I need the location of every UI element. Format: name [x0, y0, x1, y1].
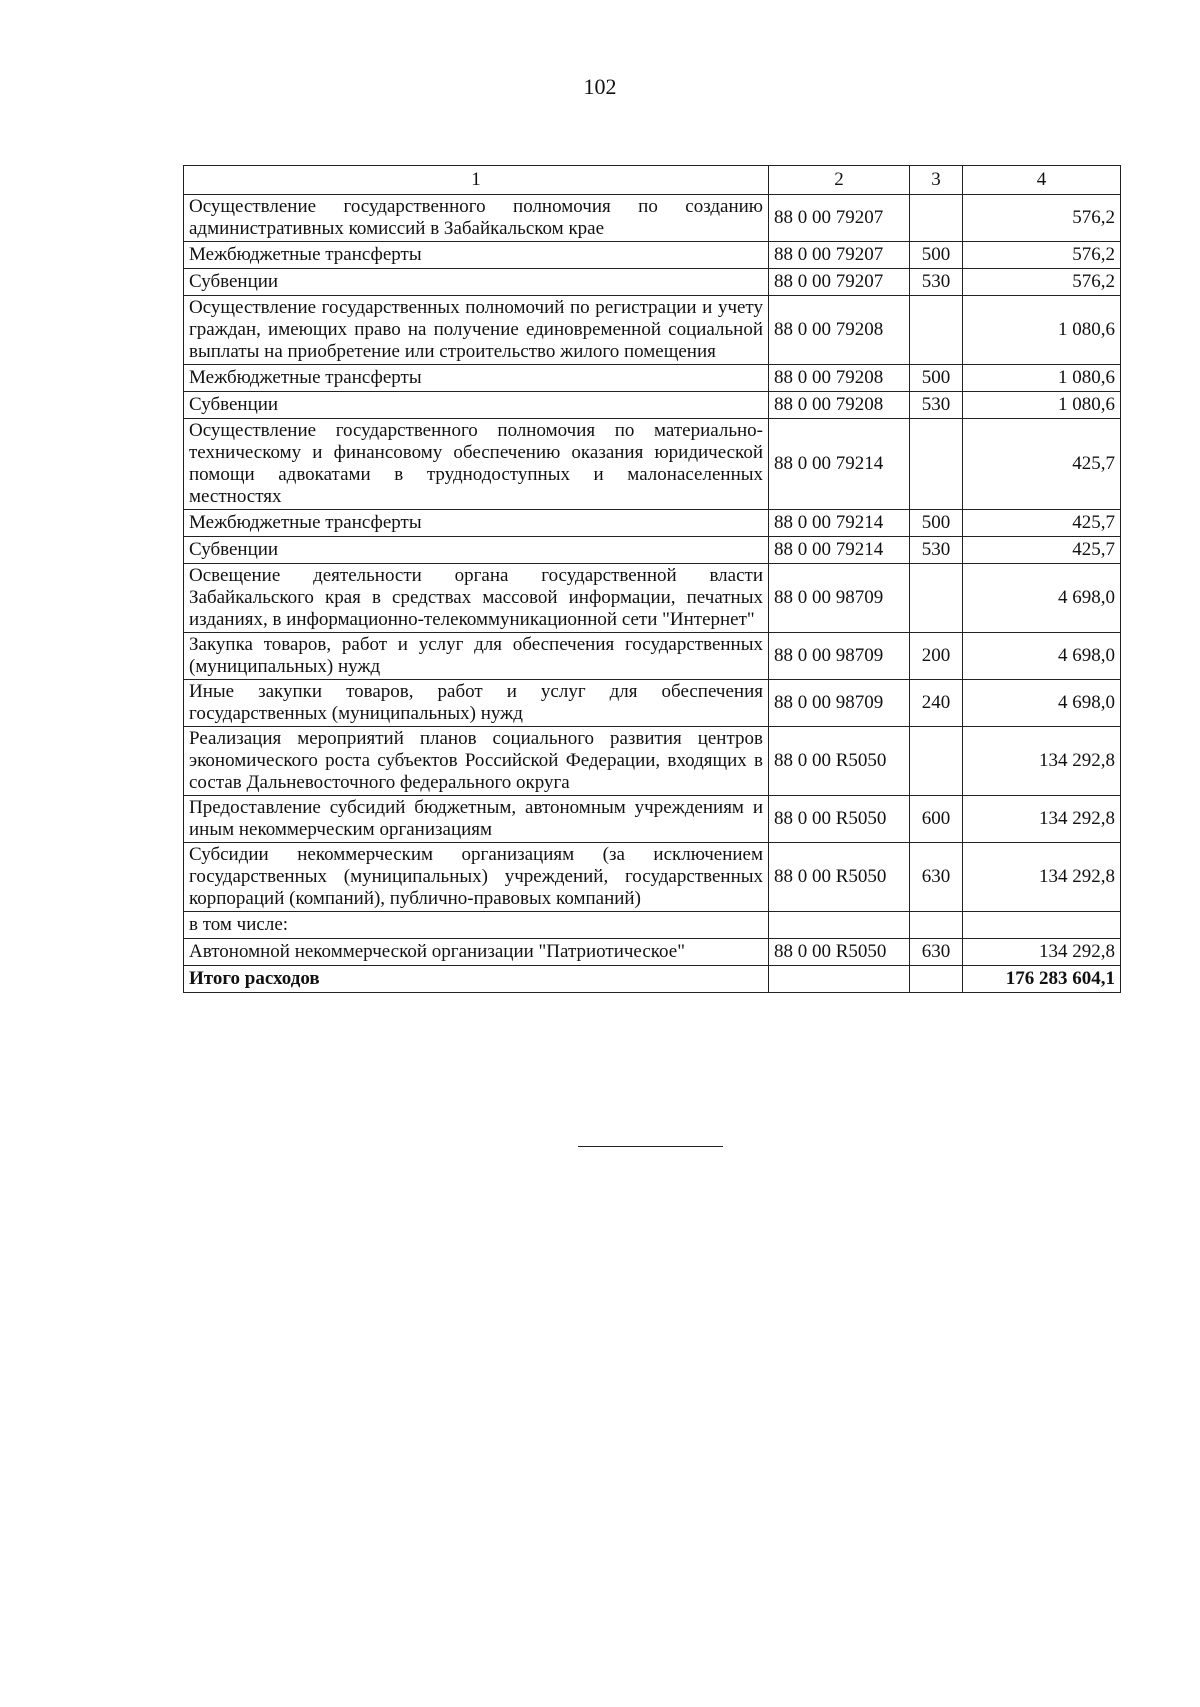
amount-cell: 134 292,8 — [963, 727, 1121, 796]
name-cell: Иные закупки товаров, работ и услуг для обеспечения государственных (муниципальных) нужд — [184, 680, 769, 727]
name-cell: Осуществление государственных полномочий по регистрации и учету граждан, имеющих право на получение единовременной социальной выплаты на приобретение или строительство жилого помещения — [184, 296, 769, 365]
table-row — [184, 365, 1121, 392]
name-cell: Предоставление субсидий бюджетным, автономным учреждениям и иным некоммерческим организациям — [184, 796, 769, 843]
column-header-4: 4 — [963, 166, 1121, 195]
name-cell: Субвенции — [184, 537, 769, 564]
amount-cell: 425,7 — [963, 537, 1121, 564]
table-row — [184, 680, 1121, 727]
amount-cell — [963, 912, 1121, 939]
code-cell: 88 0 00 79214 — [769, 419, 910, 510]
page-number: 102 — [583, 74, 617, 99]
amount-cell: 425,7 — [963, 419, 1121, 510]
code-cell: 88 0 00 98709 — [769, 680, 910, 727]
table-row — [184, 727, 1121, 796]
code-cell: 88 0 00 79208 — [769, 296, 910, 365]
code-cell — [769, 912, 910, 939]
amount-cell: 576,2 — [963, 195, 1121, 242]
type-cell: 500 — [910, 510, 963, 537]
name-cell: Осуществление государственного полномочия по материально-техническому и финансовому обеспечению оказания юридической помощи адвокатами в труднодоступных и малонаселенных местностях — [184, 419, 769, 510]
code-cell: 88 0 00 79214 — [769, 510, 910, 537]
code-cell: 88 0 00 R5050 — [769, 843, 910, 912]
amount-cell: 4 698,0 — [963, 680, 1121, 727]
total-code-cell — [769, 966, 910, 993]
name-cell: Реализация мероприятий планов социального развития центров экономического роста субъектов Российской Федерации, входящих в состав Дальневосточного федерального округа — [184, 727, 769, 796]
code-cell: 88 0 00 79208 — [769, 392, 910, 419]
table-row — [184, 242, 1121, 269]
type-cell — [910, 912, 963, 939]
code-cell: 88 0 00 79207 — [769, 242, 910, 269]
code-cell: 88 0 00 98709 — [769, 564, 910, 633]
table-row — [184, 510, 1121, 537]
name-cell: Межбюджетные трансферты — [184, 242, 769, 269]
amount-cell: 576,2 — [963, 242, 1121, 269]
type-cell: 600 — [910, 796, 963, 843]
table-row — [184, 633, 1121, 680]
expenditure-table — [183, 165, 1121, 993]
code-cell: 88 0 00 R5050 — [769, 939, 910, 966]
column-header-2: 2 — [769, 166, 910, 195]
type-cell — [910, 195, 963, 242]
amount-cell: 576,2 — [963, 269, 1121, 296]
name-cell: Межбюджетные трансферты — [184, 510, 769, 537]
type-cell — [910, 727, 963, 796]
type-cell — [910, 419, 963, 510]
type-cell — [910, 296, 963, 365]
code-cell: 88 0 00 79207 — [769, 195, 910, 242]
table-row — [184, 195, 1121, 242]
code-cell: 88 0 00 R5050 — [769, 727, 910, 796]
table-header-row — [184, 166, 1121, 195]
code-cell: 88 0 00 98709 — [769, 633, 910, 680]
type-cell: 200 — [910, 633, 963, 680]
name-cell: Осуществление государственного полномочия по созданию административных комиссий в Забайкальском крае — [184, 195, 769, 242]
table-row — [184, 912, 1121, 939]
type-cell: 500 — [910, 365, 963, 392]
name-cell: Субвенции — [184, 269, 769, 296]
total-row — [184, 966, 1121, 993]
amount-cell: 134 292,8 — [963, 843, 1121, 912]
end-rule-divider — [578, 1146, 723, 1147]
code-cell: 88 0 00 79207 — [769, 269, 910, 296]
amount-cell: 1 080,6 — [963, 392, 1121, 419]
total-amount: 176 283 604,1 — [963, 966, 1121, 993]
amount-cell: 134 292,8 — [963, 939, 1121, 966]
code-cell: 88 0 00 79208 — [769, 365, 910, 392]
type-cell: 500 — [910, 242, 963, 269]
table-row — [184, 392, 1121, 419]
name-cell: Межбюджетные трансферты — [184, 365, 769, 392]
type-cell: 630 — [910, 843, 963, 912]
amount-cell: 134 292,8 — [963, 796, 1121, 843]
name-cell: в том числе: — [184, 912, 769, 939]
amount-cell: 4 698,0 — [963, 564, 1121, 633]
column-header-3: 3 — [910, 166, 963, 195]
table-row — [184, 843, 1121, 912]
code-cell: 88 0 00 R5050 — [769, 796, 910, 843]
name-cell: Автономной некоммерческой организации "Патриотическое" — [184, 939, 769, 966]
table-body — [184, 195, 1121, 966]
amount-cell: 425,7 — [963, 510, 1121, 537]
table-row — [184, 269, 1121, 296]
table-row — [184, 939, 1121, 966]
table-row — [184, 537, 1121, 564]
total-label: Итого расходов — [184, 966, 769, 993]
type-cell — [910, 564, 963, 633]
table-row — [184, 796, 1121, 843]
type-cell: 530 — [910, 537, 963, 564]
column-header-1: 1 — [184, 166, 769, 195]
code-cell: 88 0 00 79214 — [769, 537, 910, 564]
type-cell: 630 — [910, 939, 963, 966]
name-cell: Закупка товаров, работ и услуг для обеспечения государственных (муниципальных) нужд — [184, 633, 769, 680]
amount-cell: 4 698,0 — [963, 633, 1121, 680]
amount-cell: 1 080,6 — [963, 365, 1121, 392]
name-cell: Субвенции — [184, 392, 769, 419]
name-cell: Субсидии некоммерческим организациям (за исключением государственных (муниципальных) учреждений, государственных корпораций (компаний), публично-правовых компаний) — [184, 843, 769, 912]
type-cell: 530 — [910, 392, 963, 419]
amount-cell: 1 080,6 — [963, 296, 1121, 365]
type-cell: 240 — [910, 680, 963, 727]
total-type-cell — [910, 966, 963, 993]
name-cell: Освещение деятельности органа государственной власти Забайкальского края в средствах массовой информации, печатных изданиях, в информационно-телекоммуникационной сети "Интернет" — [184, 564, 769, 633]
type-cell: 530 — [910, 269, 963, 296]
table-row — [184, 419, 1121, 510]
table-row — [184, 564, 1121, 633]
table-row — [184, 296, 1121, 365]
